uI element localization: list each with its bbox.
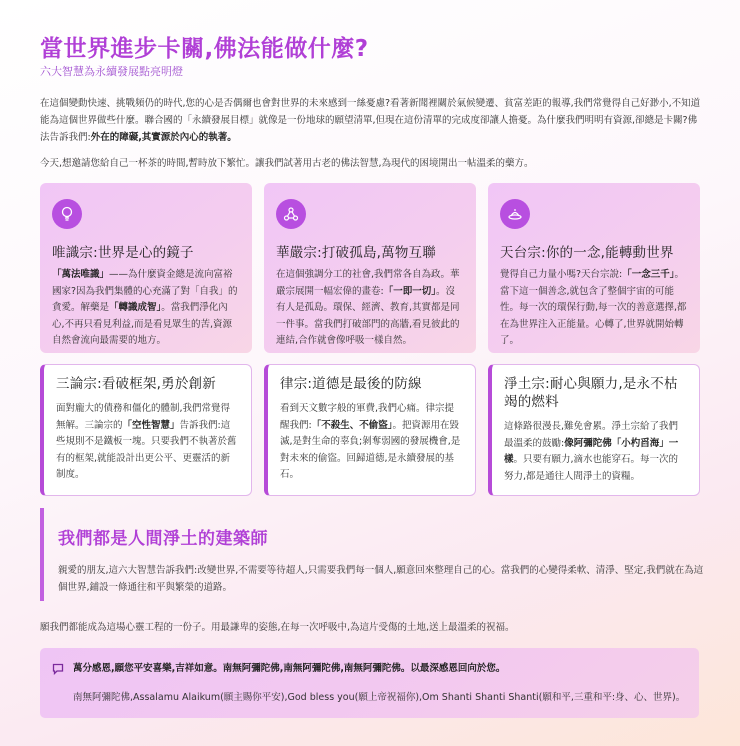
blessing-callout bbox=[40, 648, 699, 718]
card-title: 天台宗:你的一念,能轉動世界 bbox=[500, 245, 674, 261]
card-body-text: 這條路很漫長,難免會累。淨土宗給了我們最溫柔的鼓勵: bbox=[504, 421, 679, 449]
card-body-bold: 「轉識成智」 bbox=[109, 302, 162, 313]
card-body-bold: 「不殺生、不偷盜」 bbox=[311, 419, 393, 431]
card-body-text: 告訴我們:這些規則不是鐵板一塊。只要我們不執著於舊有的框架,就能設計出更公平、更靈活的新制度。 bbox=[56, 419, 237, 480]
card-body-bold: 「空性智慧」 bbox=[122, 419, 180, 431]
card-body-text: 。只要有願力,滴水也能穿石。每一次的努力,都是通往人間淨土的資糧。 bbox=[504, 454, 679, 482]
intro-text: 在這個變動快速、挑戰頻仍的時代,您的心是否偶爾也會對世界的未來感到一絲憂慮?看著新聞裡關於氣候變遷、貧富差距的報導,我們常覺得自己好渺小,不知道能為這個世界做些什麼。聯合國的「永續發展目標」就像是一份地球的願望清單,但現在這份清單的完成度卻讓人擔憂。為什麼我們明明有資源,卻總是卡關?佛法告訴我們: bbox=[40, 98, 701, 143]
card-title: 律宗:道德是最後的防線 bbox=[280, 376, 422, 392]
card-body-text: 。當我們淨化內心,不再只看見利益,而是看見眾生的苦,資源自然會流向最需要的地方。 bbox=[52, 302, 233, 346]
card-sanlun bbox=[40, 364, 252, 496]
card-body-text: 在這個強調分工的社會,我們常各自為政。華嚴宗展開一幅宏偉的畫卷: bbox=[276, 269, 460, 297]
callout-line-2: 南無阿彌陀佛,Assalamu Alaikum(願主賜你平安),God bless you(願上帝祝福你),Om Shanti Shanti Shanti(願和平,三重和平:身、心、世界)。 bbox=[73, 692, 686, 703]
card-body-text: 看到天文數字般的軍費,我們心痛。律宗提醒我們: bbox=[280, 403, 455, 431]
card-body-text: 覺得自己力量小嗎?天台宗說: bbox=[500, 269, 623, 280]
page-title: 當世界進步卡關,佛法能做什麼? bbox=[40, 36, 369, 62]
page-subtitle: 六大智慧為永續發展點亮明燈 bbox=[40, 65, 183, 78]
card-title: 三論宗:看破框架,勇於創新 bbox=[56, 376, 216, 392]
card-body-text: ——為什麼資金總是流向富裕國家?因為我們集體的心充滿了對「自我」的貪愛。解藥是 bbox=[52, 269, 238, 313]
card-body bbox=[56, 401, 239, 484]
card-lu bbox=[264, 364, 476, 496]
card-body-bold: 「萬法唯識」 bbox=[52, 269, 110, 280]
speech-bubble-icon bbox=[52, 660, 64, 679]
card-body bbox=[500, 267, 688, 350]
card-title: 華嚴宗:打破孤島,萬物互聯 bbox=[276, 245, 436, 261]
network-icon bbox=[276, 199, 306, 229]
closing-paragraph: 願我們都能成為這場心靈工程的一份子。用最謙卑的姿態,在每一次呼吸中,為這片受傷的土地,送上最溫柔的祝福。 bbox=[40, 622, 515, 633]
card-body-text: 。當下這一個善念,就包含了整個宇宙的可能性。每一次的環保行動,每一次的善意選擇,都在為世界注入正能量。心轉了,世界就開始轉了。 bbox=[500, 269, 687, 346]
card-body-text: 。把資源用在毀滅,是對生命的辜負;剝奪弱國的發展機會,是對未來的偷盜。回歸道德,是永續發展的基石。 bbox=[280, 419, 461, 480]
card-body bbox=[280, 401, 463, 484]
section-body: 親愛的朋友,這六大智慧告訴我們:改變世界,不需要等待超人,只需要我們每一個人,願意回來整理自己的心。當我們的心變得柔軟、清淨、堅定,我們就在為這個世界,鋪設一條通往和平與繁榮的道路。 bbox=[58, 565, 704, 593]
card-body bbox=[504, 419, 687, 485]
callout-line-1: 萬分感恩,願您平安喜樂,吉祥如意。南無阿彌陀佛,南無阿彌陀佛,南無阿彌陀佛。以最深感恩回向於您。 bbox=[73, 663, 506, 674]
lightbulb-icon bbox=[52, 199, 82, 229]
card-weishi bbox=[40, 183, 252, 353]
intro-paragraph bbox=[40, 95, 702, 146]
card-body bbox=[276, 267, 464, 350]
section-accent-bar bbox=[40, 508, 44, 601]
card-body-bold: 「一念三千」 bbox=[622, 269, 675, 280]
card-jingtu bbox=[488, 364, 700, 496]
card-body-bold: 「一即一切」 bbox=[383, 285, 436, 297]
intro-paragraph-2: 今天,想邀請您給自己一杯茶的時間,暫時放下繁忙。讓我們試著用古老的佛法智慧,為現代的困境開出一帖溫柔的藥方。 bbox=[40, 158, 534, 169]
intro-bold: 外在的障礙,其實源於內心的執著。 bbox=[90, 132, 237, 143]
card-body-bold: 像阿彌陀佛「小杓舀海」一樣 bbox=[504, 437, 679, 465]
section-title: 我們都是人間淨土的建築師 bbox=[58, 529, 268, 549]
card-body-text: 。沒有人是孤島。環保、經濟、教育,其實都是同一件事。當我們打破部門的高牆,看見彼此的連結,合作就會像呼吸一樣自然。 bbox=[276, 285, 460, 346]
lotus-icon bbox=[500, 199, 530, 229]
card-title: 唯識宗:世界是心的鏡子 bbox=[52, 245, 194, 261]
card-tiantai bbox=[488, 183, 700, 353]
card-title: 淨土宗:耐心與願力,是永不枯竭的燃料 bbox=[504, 376, 678, 410]
card-body-text: 面對龐大的債務和僵化的體制,我們常覺得無解。三論宗的 bbox=[56, 403, 231, 431]
card-body bbox=[52, 267, 240, 350]
card-huayan bbox=[264, 183, 476, 353]
